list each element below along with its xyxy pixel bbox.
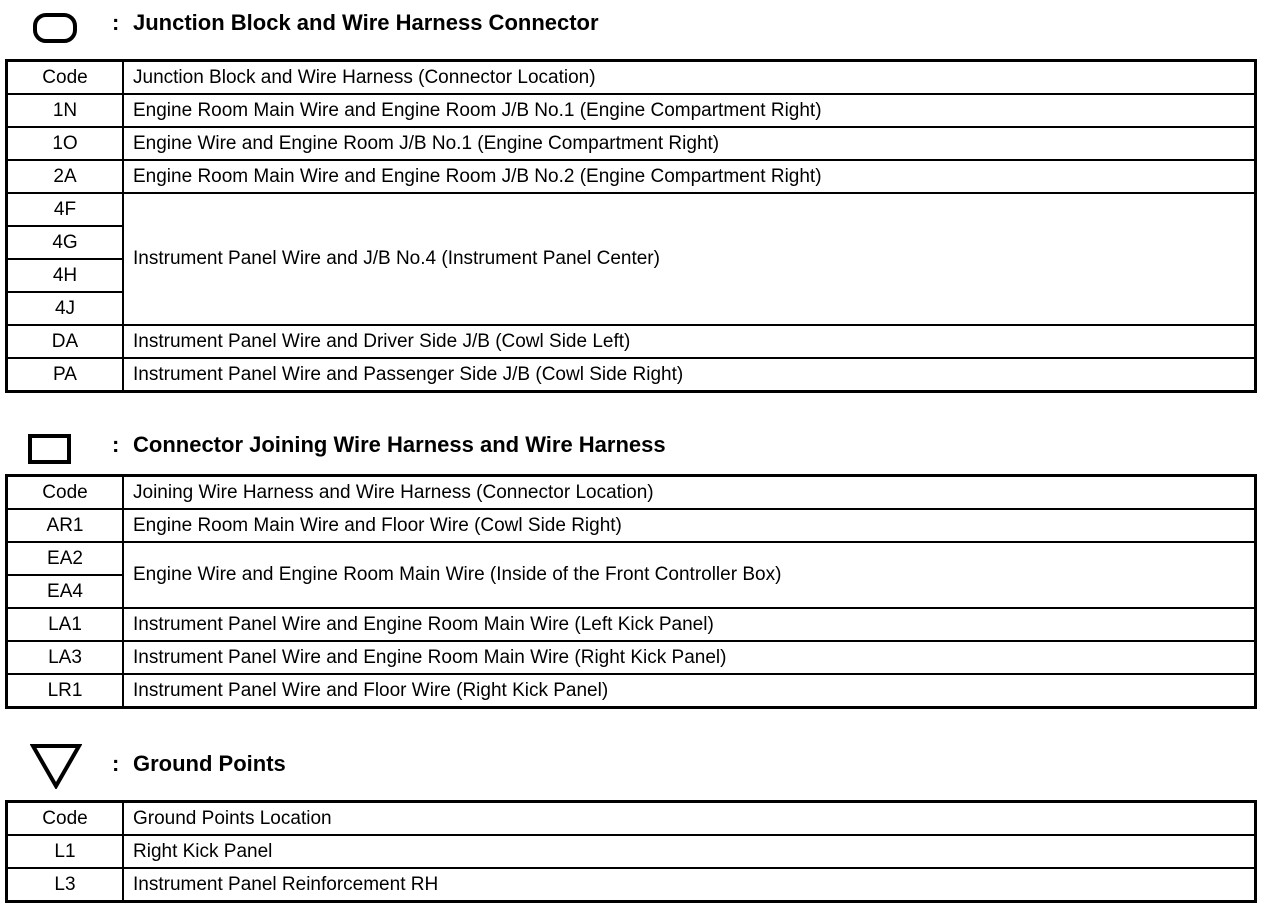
- connector-section-header: [0, 422, 1280, 462]
- table-header-row: [7, 61, 1256, 95]
- location-cell: Instrument Panel Wire and Driver Side J/B (Cowl Side Left): [123, 325, 1256, 358]
- table-row: [7, 674, 1256, 708]
- table-header-row: [7, 802, 1256, 836]
- location-cell: Instrument Panel Wire and Passenger Side J/B (Cowl Side Right): [123, 358, 1256, 392]
- location-cell: Instrument Panel Wire and Engine Room Main Wire (Left Kick Panel): [123, 608, 1256, 641]
- location-cell: Engine Room Main Wire and Floor Wire (Cowl Side Right): [123, 509, 1256, 542]
- code-header: Code: [7, 61, 124, 95]
- table-header-row: [7, 476, 1256, 510]
- section-title: [112, 10, 599, 36]
- code-header: Code: [7, 802, 124, 836]
- code-cell: PA: [7, 358, 124, 392]
- code-cell: LA3: [7, 641, 124, 674]
- code-cell: AR1: [7, 509, 124, 542]
- code-cell: 2A: [7, 160, 124, 193]
- table-row: [7, 868, 1256, 902]
- colon: :: [112, 10, 120, 35]
- junction-block-table: [5, 59, 1257, 393]
- table-row: [7, 127, 1256, 160]
- location-cell: Engine Wire and Engine Room J/B No.1 (Engine Compartment Right): [123, 127, 1256, 160]
- section-title: [112, 432, 666, 458]
- table-row: [7, 608, 1256, 641]
- table-row: [7, 325, 1256, 358]
- ground-points-section-header: [0, 738, 1280, 778]
- code-cell: 4F: [7, 193, 124, 226]
- code-cell: 1O: [7, 127, 124, 160]
- table-row: [7, 641, 1256, 674]
- location-cell: Right Kick Panel: [123, 835, 1256, 868]
- code-cell: 4J: [7, 292, 124, 325]
- table-row: [7, 542, 1256, 575]
- section-title: [112, 751, 286, 777]
- location-header: Ground Points Location: [123, 802, 1256, 836]
- location-cell: Engine Room Main Wire and Engine Room J/B No.2 (Engine Compartment Right): [123, 160, 1256, 193]
- table-row: [7, 94, 1256, 127]
- table-row: [7, 509, 1256, 542]
- table-row: [7, 358, 1256, 392]
- code-cell: DA: [7, 325, 124, 358]
- junction-block-title: Junction Block and Wire Harness Connector: [133, 10, 599, 35]
- rounded-rectangle-icon: [33, 13, 77, 43]
- colon: :: [112, 432, 120, 457]
- code-header: Code: [7, 476, 124, 510]
- location-cell: Instrument Panel Wire and Engine Room Main Wire (Right Kick Panel): [123, 641, 1256, 674]
- location-cell: Instrument Panel Wire and Floor Wire (Right Kick Panel): [123, 674, 1256, 708]
- code-cell: L3: [7, 868, 124, 902]
- code-cell: 4G: [7, 226, 124, 259]
- table-row: [7, 835, 1256, 868]
- code-cell: LR1: [7, 674, 124, 708]
- location-header: Junction Block and Wire Harness (Connector Location): [123, 61, 1256, 95]
- code-cell: 1N: [7, 94, 124, 127]
- ground-points-title: Ground Points: [133, 751, 286, 776]
- junction-block-section-header: [0, 4, 1280, 44]
- connector-title: Connector Joining Wire Harness and Wire Harness: [133, 432, 666, 457]
- location-cell: Instrument Panel Wire and J/B No.4 (Instrument Panel Center): [123, 193, 1256, 325]
- code-cell: L1: [7, 835, 124, 868]
- location-cell: Instrument Panel Reinforcement RH: [123, 868, 1256, 902]
- location-cell: Engine Wire and Engine Room Main Wire (Inside of the Front Controller Box): [123, 542, 1256, 608]
- code-cell: LA1: [7, 608, 124, 641]
- rectangle-icon: [28, 434, 71, 464]
- table-row: [7, 193, 1256, 226]
- location-header: Joining Wire Harness and Wire Harness (Connector Location): [123, 476, 1256, 510]
- triangle-down-icon: [30, 743, 82, 789]
- code-cell: EA4: [7, 575, 124, 608]
- code-cell: 4H: [7, 259, 124, 292]
- connector-table: [5, 474, 1257, 709]
- code-cell: EA2: [7, 542, 124, 575]
- colon: :: [112, 751, 120, 776]
- ground-points-table: [5, 800, 1257, 903]
- table-row: [7, 160, 1256, 193]
- location-cell: Engine Room Main Wire and Engine Room J/B No.1 (Engine Compartment Right): [123, 94, 1256, 127]
